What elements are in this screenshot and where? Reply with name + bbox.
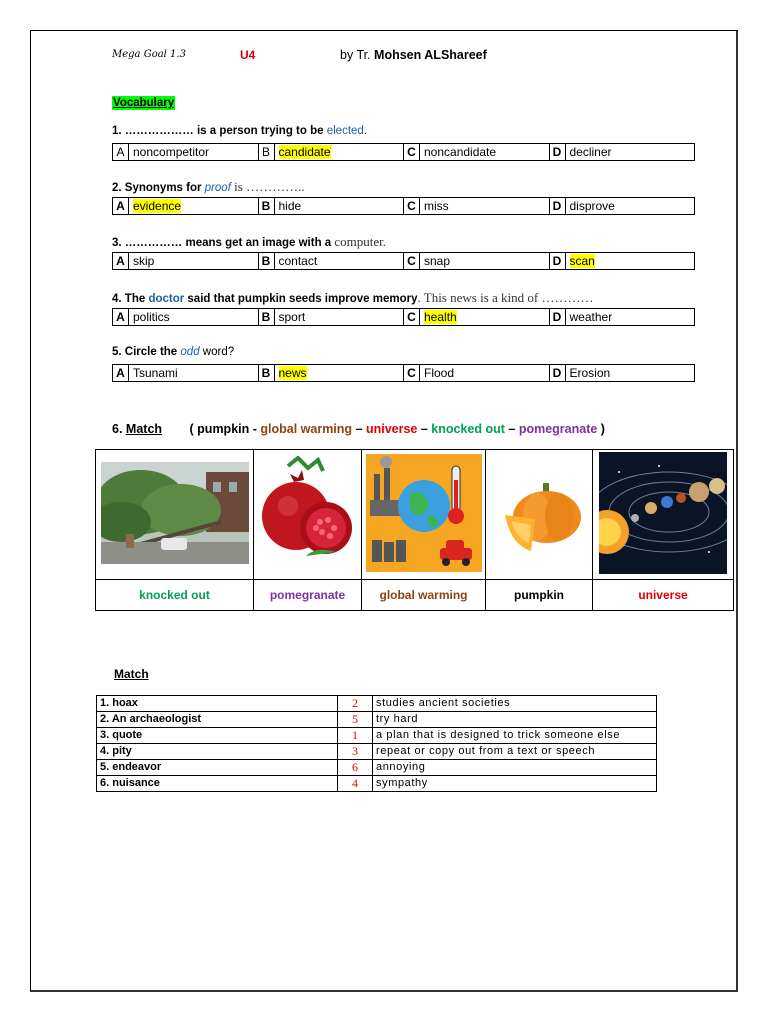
option-a[interactable]: noncompetitor [129,144,259,161]
term: 3. quote [97,728,338,744]
option-a[interactable]: skip [129,253,259,270]
option-letter: C [404,365,420,382]
table-row [97,696,657,712]
options-table-2 [112,197,695,215]
picture-cell [593,450,734,580]
question-mid: said that pumpkin seeds improve memory [184,293,418,305]
highlighted-answer: candidate [278,145,331,159]
header-unit: U4 [240,48,256,62]
question-3 [112,234,386,250]
answer-number[interactable]: 4 [338,776,373,792]
separator: – [417,422,432,436]
option-letter: A [113,198,129,215]
question-tail: . This news is a kind of ………… [417,290,594,305]
table-row [97,728,657,744]
word-global-warming: global warming [260,422,353,436]
separator: - [249,422,261,436]
options-table-1 [112,143,695,161]
question-tail: is ………….. [230,179,305,194]
match-number: 6. [112,422,123,436]
option-d[interactable]: Erosion [565,365,695,382]
pomegranate-image [258,456,358,571]
option-a[interactable]: Tsunami [129,365,259,382]
option-letter: C [404,198,420,215]
picture-cell [96,450,254,580]
question-text: means get an image with a [182,237,335,249]
question-4 [112,290,593,306]
header-author [340,48,487,62]
option-letter: C [404,253,420,270]
word-universe: universe [365,422,418,436]
global-warming-image [366,454,482,572]
option-b[interactable]: sport [274,309,404,326]
label-universe: universe [593,580,734,611]
answer-number[interactable]: 1 [338,728,373,744]
option-letter: B [258,309,274,326]
word-pumpkin: pumpkin [197,422,250,436]
option-a[interactable]: politics [129,309,259,326]
pumpkin-image [491,465,587,561]
question-1 [112,125,367,137]
author-name: Mohsen ALShareef [374,48,487,62]
option-letter: D [549,309,565,326]
question-text: is a person trying to be [193,125,327,137]
option-letter: B [258,253,274,270]
definition: sympathy [373,776,657,792]
table-row [97,712,657,728]
picture-cell [362,450,486,580]
universe-image [599,452,727,574]
match-heading-2: Match [114,667,149,681]
option-letter: A [113,253,129,270]
term: 6. nuisance [97,776,338,792]
picture-cell [254,450,362,580]
options-table-4 [112,308,695,326]
label-pumpkin: pumpkin [486,580,593,611]
option-letter: B [258,144,274,161]
question-number: 5. [112,346,122,358]
answer-number[interactable]: 6 [338,760,373,776]
separator: – [352,422,366,436]
option-letter: B [258,198,274,215]
label-pomegranate: pomegranate [254,580,362,611]
match-table [96,695,657,792]
option-c[interactable]: Flood [420,365,550,382]
paren-close: ) [597,422,605,436]
question-number: 4. [112,293,122,305]
highlighted-answer: health [424,310,457,324]
option-letter: D [549,253,565,270]
definition: a plan that is designed to trick someone else [373,728,657,744]
word-pomegranate: pomegranate [518,422,598,436]
question-tail: computer. [334,234,387,249]
option-letter: D [549,365,565,382]
options-table-3 [112,252,695,270]
question-keyword: elected [326,125,364,137]
option-a[interactable] [129,198,259,215]
answer-number[interactable]: 5 [338,712,373,728]
highlighted-answer: scan [569,254,595,268]
options-table-5 [112,364,695,382]
definition: annoying [373,760,657,776]
label-global-warming: global warming [362,580,486,611]
definition: try hard [373,712,657,728]
header-title: Mega Goal 1.3 [112,49,186,60]
vocabulary-heading: Vocabulary [113,97,175,109]
option-letter: D [549,144,565,161]
picture-cell [486,450,593,580]
question-2 [112,179,305,195]
question-number: 2. [112,182,122,194]
option-d[interactable] [565,253,695,270]
question-keyword: odd [180,346,200,358]
option-c[interactable]: miss [420,198,550,215]
option-b[interactable]: hide [274,198,404,215]
term: 5. endeavor [97,760,338,776]
option-b[interactable] [274,365,404,382]
table-row [97,776,657,792]
option-c[interactable] [420,309,550,326]
picture-match-table [95,449,734,611]
table-row [97,744,657,760]
option-d[interactable]: disprove [565,198,695,215]
highlighted-answer: news [278,366,307,380]
option-letter: A [113,144,129,161]
option-letter: B [258,365,274,382]
term: 1. hoax [97,696,338,712]
option-c[interactable]: noncandidate [420,144,550,161]
separator: – [504,422,519,436]
highlighted-answer: evidence [133,199,182,213]
option-d[interactable]: weather [565,309,695,326]
question-blank: …………… [124,237,183,249]
question-keyword: doctor [148,293,185,305]
question-blank: ……………… [124,125,194,137]
option-b[interactable] [274,144,404,161]
term: 2. An archaeologist [97,712,338,728]
option-letter: A [113,309,129,326]
question-text: The [124,293,149,305]
definition: studies ancient societies [373,696,657,712]
match-heading [112,422,605,436]
question-tail: word? [199,346,235,358]
author-prefix: by Tr. [340,48,375,62]
answer-number[interactable]: 3 [338,744,373,760]
question-number: 1. [112,125,122,137]
question-tail: . [363,125,368,137]
question-text: Synonyms for [124,182,205,194]
option-c[interactable]: snap [420,253,550,270]
question-text: Circle the [124,346,181,358]
option-letter: A [113,365,129,382]
fallen-tree-image [101,462,249,564]
question-keyword: proof [204,182,231,194]
definition: repeat or copy out from a text or speech [373,744,657,760]
option-letter: D [549,198,565,215]
answer-number[interactable]: 2 [338,696,373,712]
option-letter: C [404,144,420,161]
word-knocked-out: knocked out [431,422,505,436]
option-b[interactable]: contact [274,253,404,270]
option-letter: C [404,309,420,326]
paren-open: ( [189,422,198,436]
table-row [97,760,657,776]
question-5 [112,346,234,358]
match-title: Match [125,422,163,436]
option-d[interactable]: decliner [565,144,695,161]
term: 4. pity [97,744,338,760]
question-number: 3. [112,237,122,249]
label-knocked-out: knocked out [96,580,254,611]
